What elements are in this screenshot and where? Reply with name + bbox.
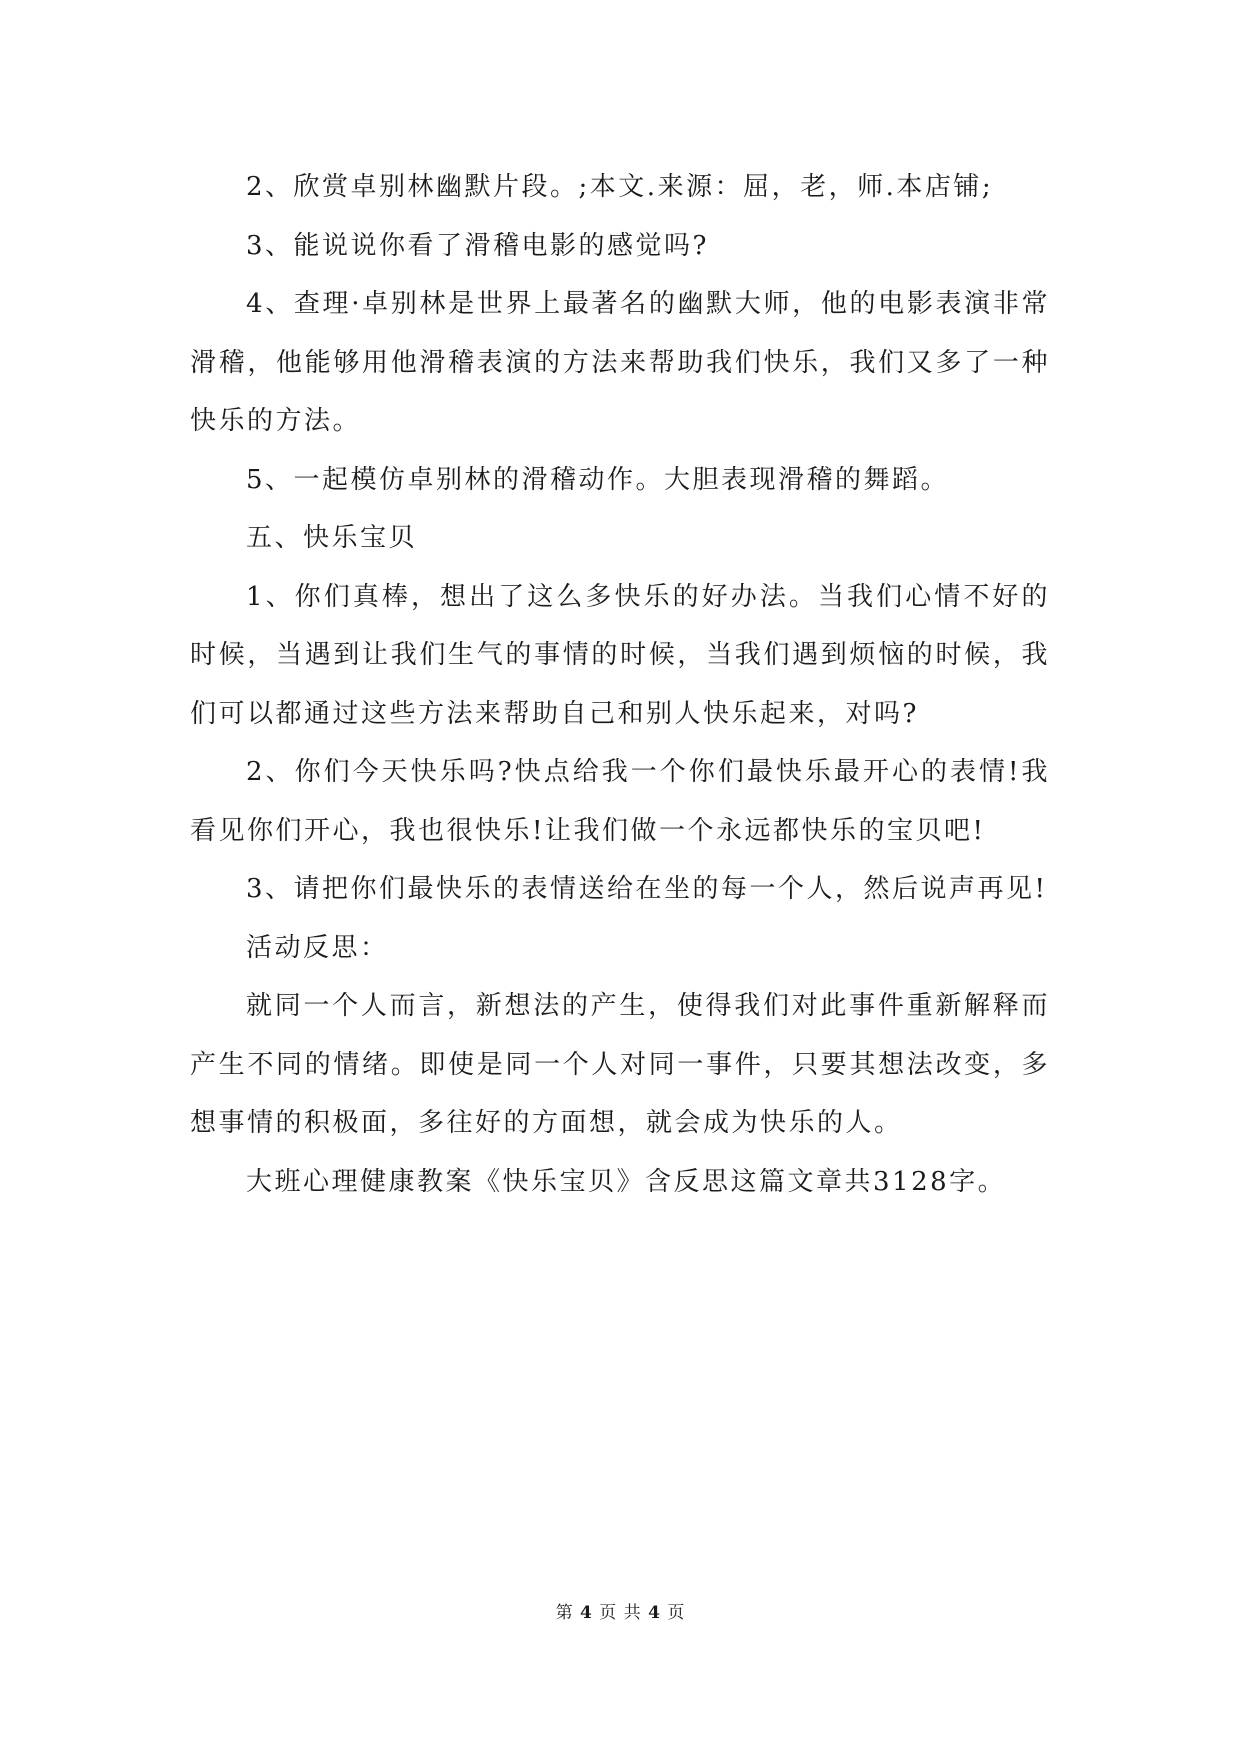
footer-suffix: 页 (667, 1603, 686, 1623)
section-heading-reflection: 活动反思： (246, 932, 389, 963)
paragraph-happy-today: 2、你们今天快乐吗?快点给我一个你们最快乐最开心的表情!我看见你们开心，我也很快乐!让我们做一个永远都快乐的宝贝吧! (190, 757, 1050, 846)
paragraph-chaplin-master: 4、查理·卓别林是世界上最著名的幽默大师，他的电影表演非常滑稽，他能够用他滑稽表演的方法来帮助我们快乐，我们又多了一种快乐的方法。 (190, 289, 1050, 436)
paragraph-appreciate-chaplin: 2、欣赏卓别林幽默片段。;本文.来源：屈，老，师.本店铺; (246, 172, 994, 202)
footer-middle: 页 共 (599, 1603, 642, 1623)
paragraph-imitate-chaplin: 5、一起模仿卓别林的滑稽动作。大胆表现滑稽的舞蹈。 (246, 464, 950, 495)
footer-total-pages: 4 (648, 1603, 661, 1623)
document-body (190, 158, 1050, 1211)
footer-prefix: 第 (555, 1603, 574, 1623)
paragraph-word-count: 大班心理健康教案《快乐宝贝》含反思这篇文章共3128字。 (246, 1166, 1007, 1197)
paragraph-reflection-body: 就同一个人而言，新想法的产生，使得我们对此事件重新解释而产生不同的情绪。即使是同一个人对同一事件，只要其想法改变，多想事情的积极面，多往好的方面想，就会成为快乐的人。 (190, 991, 1050, 1138)
paragraph-say-goodbye: 3、请把你们最快乐的表情送给在坐的每一个人，然后说声再见! (246, 874, 1048, 904)
page-footer (0, 1598, 1241, 1623)
paragraph-comedy-feeling: 3、能说说你看了滑稽电影的感觉吗? (246, 230, 709, 261)
paragraph-good-methods: 1、你们真棒，想出了这么多快乐的好办法。当我们心情不好的时候，当遇到让我们生气的事情的时候，当我们遇到烦恼的时候，我们可以都通过这些方法来帮助自己和别人快乐起来，对吗? (190, 581, 1050, 729)
footer-current-page: 4 (580, 1603, 593, 1623)
section-heading-happy-baby: 五、快乐宝贝 (246, 523, 418, 553)
